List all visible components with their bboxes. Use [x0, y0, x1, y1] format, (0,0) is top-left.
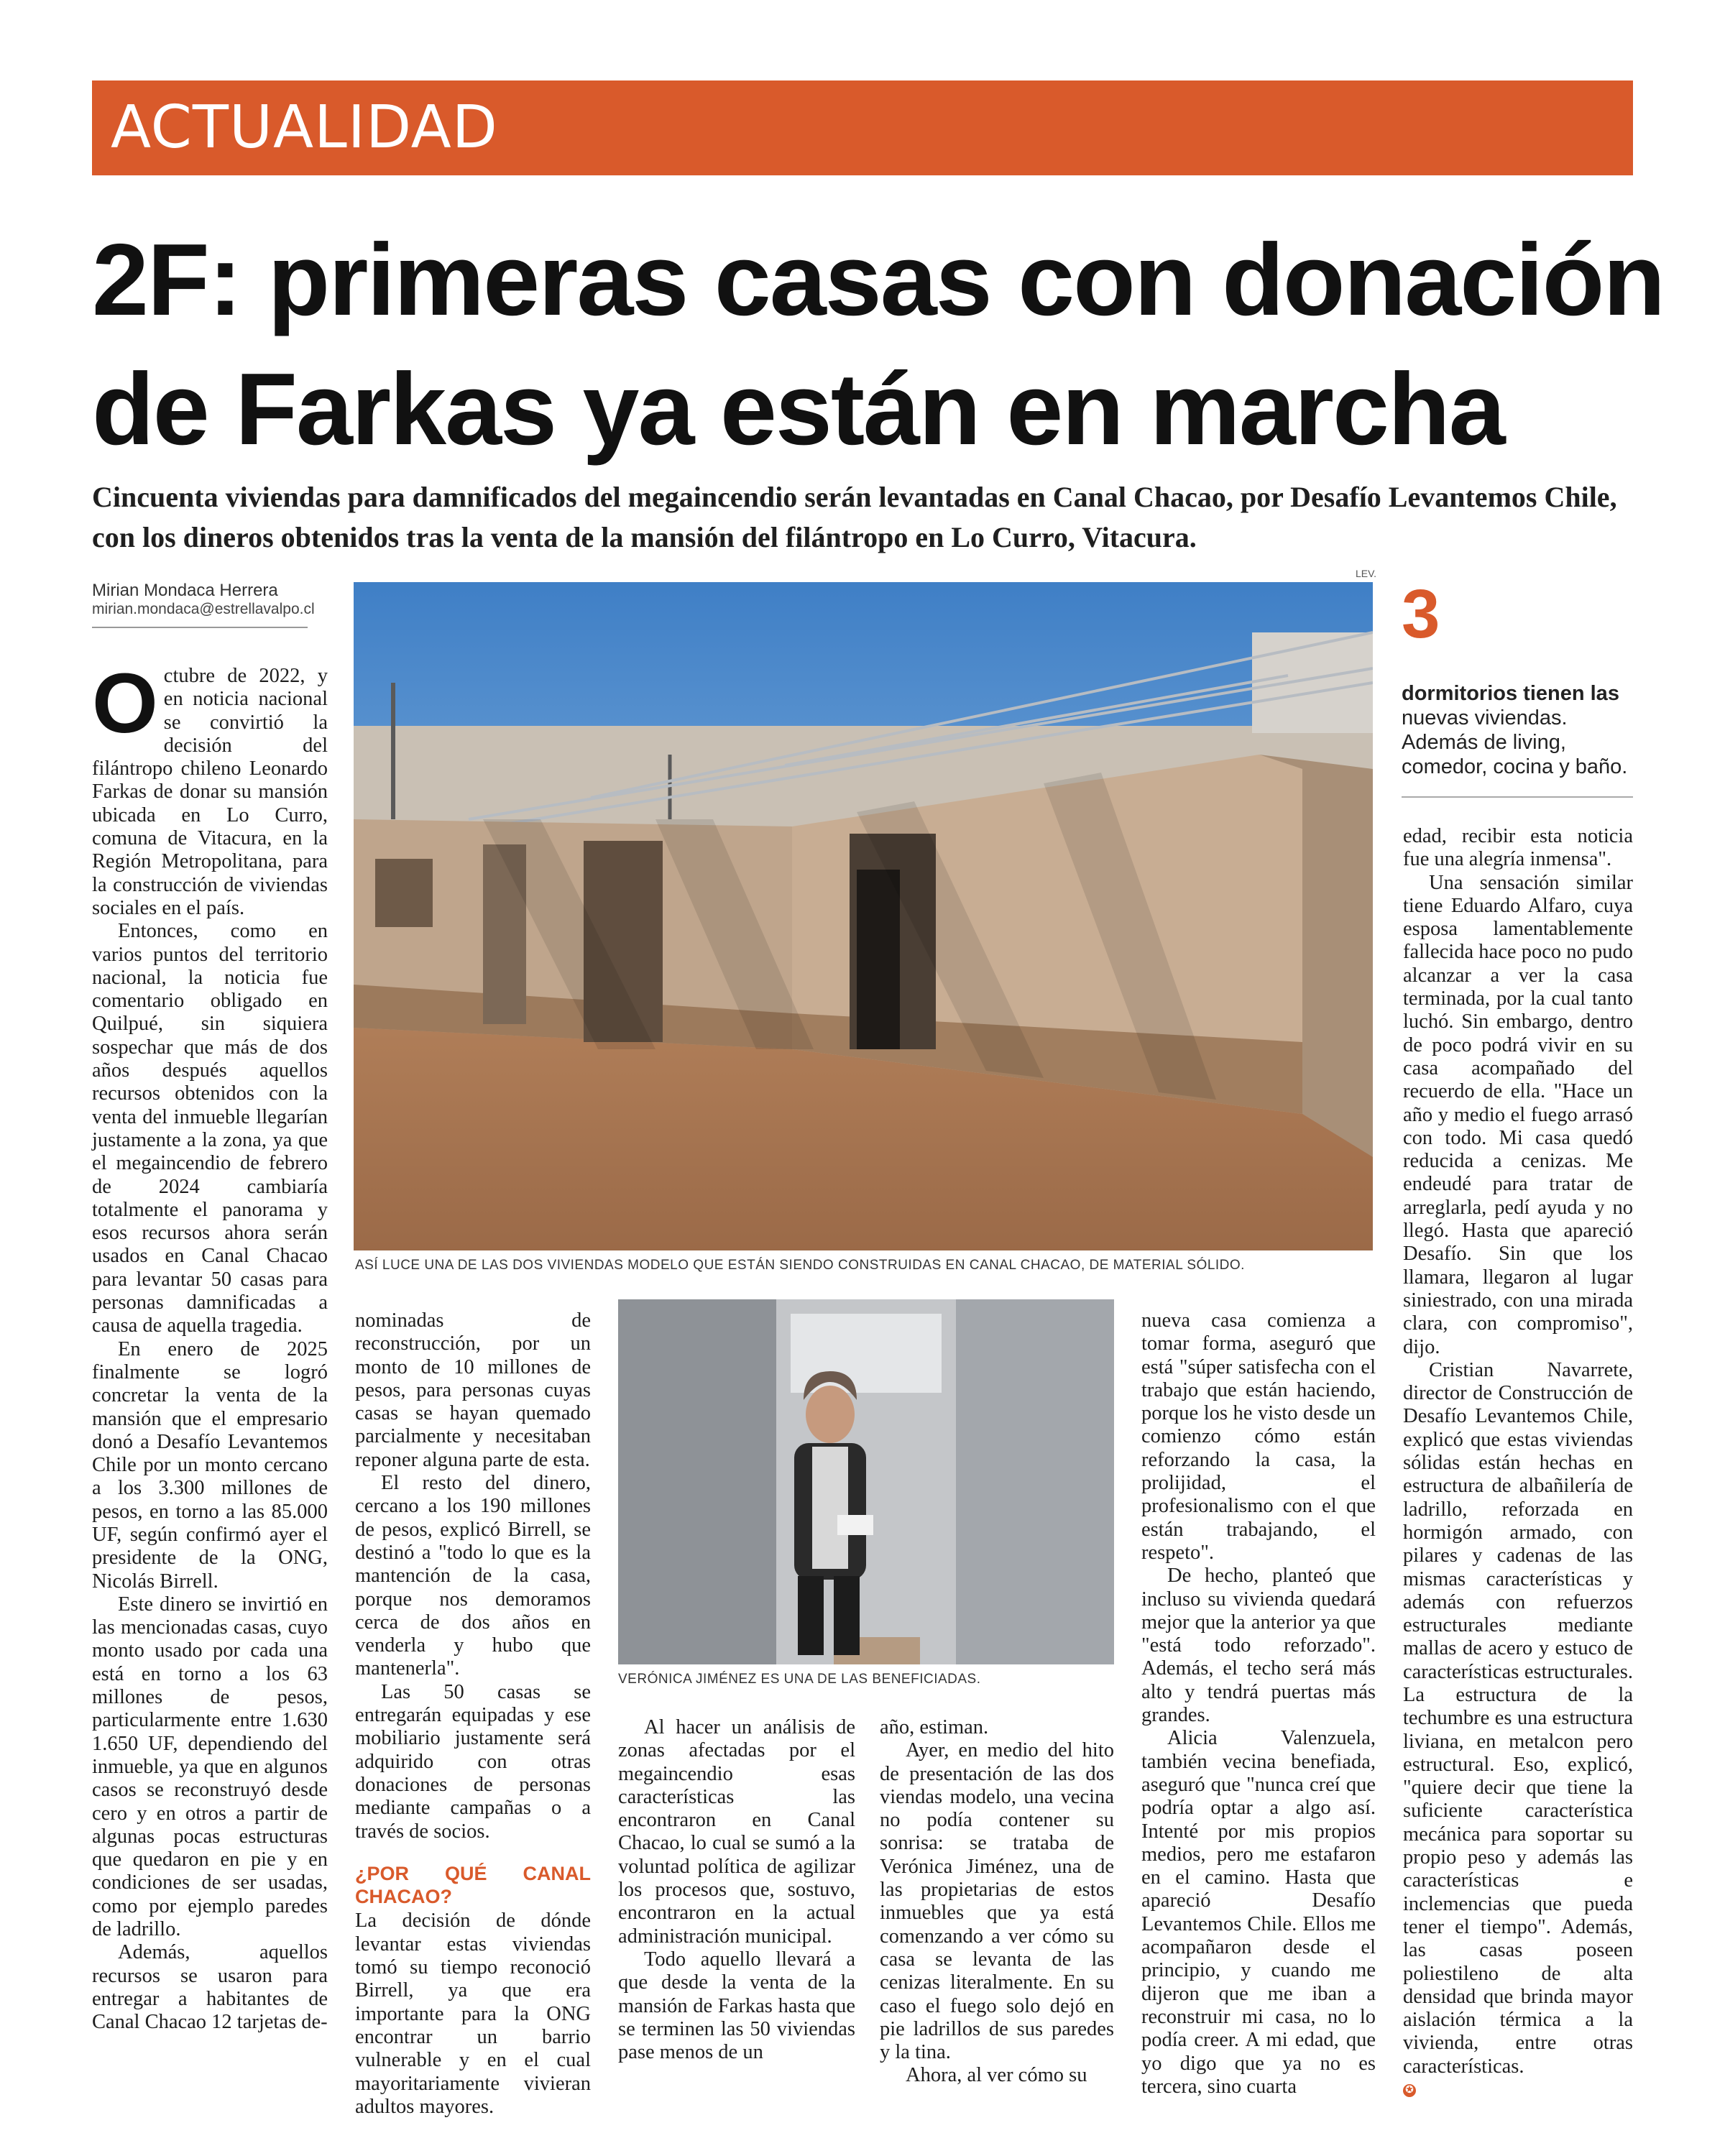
- beneficiary-photo-caption: VERÓNICA JIMÉNEZ ES UNA DE LAS BENEFICIADAS.: [618, 1672, 981, 1687]
- headline-line-1: 2F: primeras casas con donación: [92, 223, 1665, 337]
- paragraph: edad, recibir esta noticia fue una alegría inmensa".: [1403, 825, 1633, 871]
- headline: [92, 216, 1665, 474]
- beneficiary-photo: [618, 1299, 1114, 1664]
- main-photo-caption: ASÍ LUCE UNA DE LAS DOS VIVIENDAS MODELO QUE ESTÁN SIENDO CONSTRUIDAS EN CANAL CHACAO, DE MATERIAL SÓLIDO.: [355, 1258, 1245, 1273]
- paragraph: nueva casa comienza a tomar forma, aseguró que está "súper satisfecha con el trabajo que están haciendo, porque los he visto desde un comienzo cómo están reforzando la casa, la prolijidad, el profesionalismo con el que están trabajando, el respeto".: [1141, 1309, 1376, 1564]
- paragraph: año, estiman.: [880, 1716, 989, 1738]
- stat-number: 3: [1402, 576, 1440, 653]
- paragraph: Alicia Valenzuela, también vecina benefiada, aseguró que "nunca creí que podría optar a algo así. Intenté por mis propios medios, pero me estafaron en el camino. Hasta que apareció Desafío Levantemos Chile. Ellos me acompañaron desde el principio, y cuando me dijeron que me iban a reconstruir mi casa, no lo podía creer. A mi edad, que yo digo que ya no es tercera, sino cuarta: [1141, 1727, 1376, 2098]
- stat-divider: [1402, 796, 1633, 798]
- paragraph: En enero de 2025 finalmente se logró concretar la venta de la mansión que el empresario donó a Desafío Levantemos Chile por un monto cercano a los 3.300 millones de pesos, en torno a las 85.000 UF, según confirmó ayer el presidente de la ONG, Nicolás Birrell.: [92, 1337, 328, 1593]
- paragraph: De hecho, planteó que incluso su vivienda quedará mejor que la anterior ya que "está todo reforzado". Además, el techo será más alto y tendrá puertas más grandes.: [1141, 1565, 1376, 1727]
- article-column-4: [880, 1716, 1114, 2088]
- article-column-3: [618, 1716, 855, 2064]
- section-subheading: ¿POR QUÉ CANAL CHACAO?: [355, 1862, 591, 1908]
- dropcap: O: [92, 656, 158, 751]
- photo-credit: LEV.: [1356, 568, 1377, 579]
- main-photo: [354, 582, 1373, 1250]
- paragraph: Al hacer un análisis de zonas afectadas por el megaincendio esas características las encontraron en Canal Chacao, lo cual se sumó a la voluntad política de agilizar los procesos que, sostuvo, encontraron en la actual administración municipal.: [618, 1716, 855, 1948]
- article-column-1: [92, 656, 328, 2035]
- stat-rest: nuevas viviendas. Además de living, comedor, cocina y baño.: [1402, 706, 1628, 778]
- paragraph: Una sensación similar tiene Eduardo Alfaro, cuya esposa lamentablemente fallecida hace poco no pudo alcanzar a ver la casa terminada, por la cual tanto luchó. Sin embargo, dentro de poco podrá vivir en su casa acompañado del recuerdo de ella. "Hace un año y medio el fuego arrasó con todo. Mi casa quedó reducida a cenizas. Me endeudé para tratar de arreglarla, pedí ayuda y no llegó. Hasta que apareció Desafío. Sin que los llamara, llegaron al lugar siniestrado, con una mirada clara, con compromiso", dijo.: [1403, 871, 1633, 1358]
- paragraph: Este dinero se invirtió en las mencionadas casas, cuyo monto usado por cada una está en torno a los 63 millones de pesos, particularmente entre 1.630 1.650 UF, dependiendo del inmueble, ya que en algunos casos se reconstruyó desde cero y en otros a partir de algunas pocas estructuras que quedaron en pie y en condiciones de ser usadas, como por ejemplo paredes de ladrillo.: [92, 1593, 328, 1941]
- paragraph: nominadas de reconstrucción, por un monto de 10 millones de pesos, para personas cuyas casas se hayan quemado parcialmente y necesitaban reponer alguna parte de esta.: [355, 1309, 591, 1471]
- headline-line-2: de Farkas ya están en marcha: [92, 352, 1504, 466]
- stat-bold: dormitorios tienen las: [1402, 682, 1619, 705]
- subheadline: Cincuenta viviendas para damnificados del megaincendio serán levantadas en Canal Chacao, por Desafío Levantemos Chile, con los dineros obtenidos tras la venta de la mansión del filántropo en Lo Curro, Vitacura.: [92, 481, 1617, 553]
- paragraph: Todo aquello llevará a que desde la venta de la mansión de Farkas hasta que se terminen las 50 viviendas pase menos de un: [618, 1948, 855, 2064]
- stat-description: [1402, 681, 1632, 779]
- article-column-6: [1403, 825, 1633, 2101]
- byline-divider: [92, 627, 308, 628]
- paragraph: Cristian Navarrete, director de Construcción de Desafío Levantemos Chile, explicó que estas viviendas sólidas están hechas en estructura de albañilería de ladrillo, reforzada en hormigón armado, con pilares y cadenas de las mismas características y además con refuerzos estructurales mediante mallas de acero y estuco de características estructurales. La estructura de la techumbre es una estructura liviana, en metalcon pero estructural. Eso, explicó, "quiere decir que tiene la suficiente característica mecánica para soportar su propio peso y además las características e inclemencias que pueda tener el tiempo". Además, las casas poseen poliestileno de alta densidad que brinda mayor aislación térmica a la vivienda, entre otras características.: [1403, 1358, 1633, 2078]
- paragraph: El resto del dinero, cercano a los 190 millones de pesos, explicó Birrell, se destinó a "todo lo que es la mantención de la casa, porque nos demoramos cerca de dos años en venderla y hubo que mantenerla".: [355, 1472, 591, 1680]
- byline-email: mirian.mondaca@estrellavalpo.cl: [92, 601, 315, 617]
- article-column-2: [355, 1309, 591, 2119]
- paragraph: Además, aquellos recursos se usaron para entregar a habitantes de Canal Chacao 12 tarjetas de-: [92, 1941, 328, 2034]
- paragraph: Ayer, en medio del hito de presentación de las dos viendas modelo, una vecina no podía contener su sonrisa: se trataba de Verónica Jiménez, una de las propietarias de estos inmuebles que ya está comenzando a ver cómo su casa se levanta de las cenizas literalmente. En su caso el fuego solo dejó en pie ladrillos de sus paredes y la tina.: [880, 1739, 1114, 2064]
- paragraph: ctubre de 2022, y en noticia nacional se convirtió la decisión del filántropo chileno Leonardo Farkas de donar su mansión ubicada en Lo Curro, comuna de Vitacura, en la Región Metropolitana, para la construcción de viviendas sociales en el país.: [92, 665, 328, 919]
- paragraph: Las 50 casas se entregarán equipadas y ese mobiliario justamente será adquirido con otras donaciones de personas mediante campañas o a través de socios.: [355, 1680, 591, 1843]
- paragraph: La decisión de dónde levantar estas viviendas tomó su tiempo reconoció Birrell, ya que era importante para la ONG encontrar un barrio vulnerable y en el cual mayoritariamente vivieran adultos mayores.: [355, 1909, 591, 2118]
- paragraph: Ahora, al ver cómo su: [906, 2064, 1087, 2087]
- article-column-5: [1141, 1309, 1376, 2099]
- section-label: ACTUALIDAD: [111, 93, 498, 162]
- end-of-article-icon: ✪: [1403, 2084, 1416, 2097]
- byline-name: Mirian Mondaca Herrera: [92, 581, 278, 600]
- paragraph: Entonces, como en varios puntos del territorio nacional, la noticia fue comentario obligado en Quilpué, sin siquiera sospechar que más de dos años después aquellos recursos obtenidos con la venta del inmueble llegarían justamente a la zona, ya que el megaincendio de febrero de 2024 cambiaría totalmente el panorama y esos recursos ahora serán usados en Canal Chacao para levantar 50 casas para personas damnificadas a causa de aquella tragedia.: [92, 920, 328, 1337]
- section-banner: [92, 80, 1633, 175]
